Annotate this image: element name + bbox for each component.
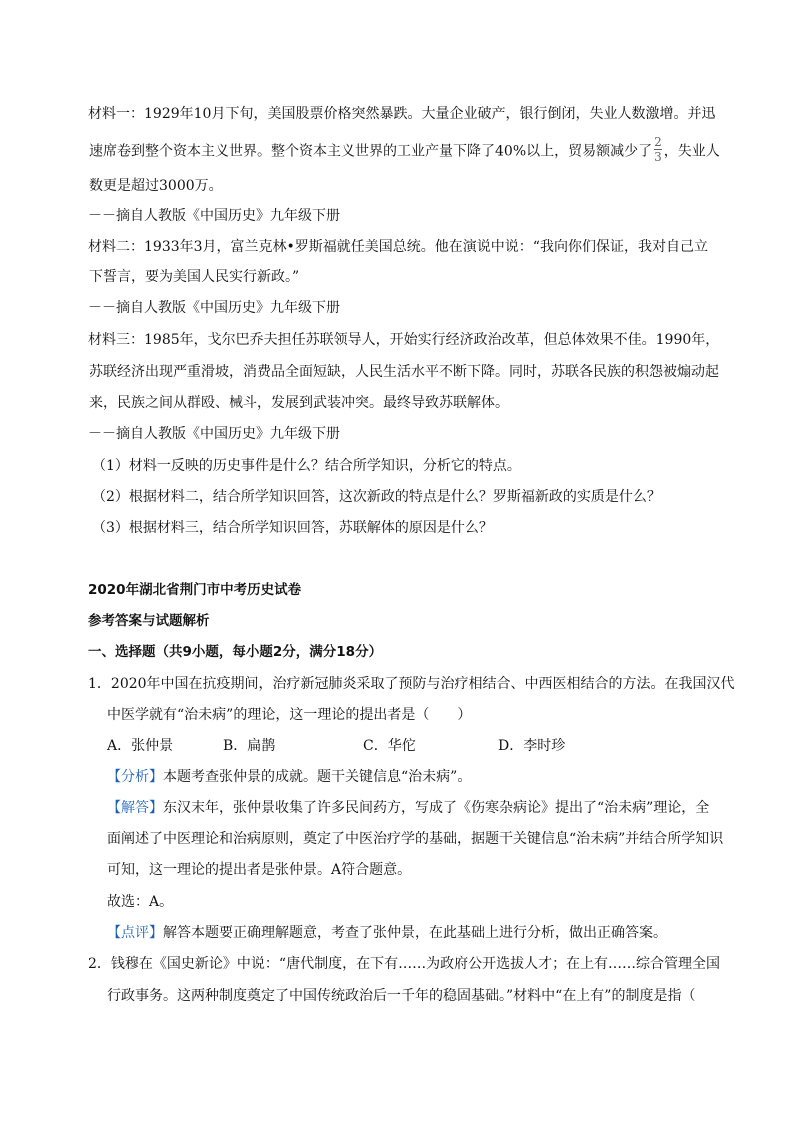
answer-subtitle: 参考答案与试题解析 xyxy=(88,613,210,629)
solution-text-1: 东汉末年，张仲景收集了许多民间药方，写成了《伤寒杂病论》提出了“治未病”理论，全 xyxy=(163,800,710,816)
item-1-choice: 故选：A。 xyxy=(107,894,174,910)
material-3-line-3: 来，民族之间从群殴、械斗，发展到武装冲突。最终导致苏联解体。 xyxy=(89,395,509,411)
item-1-stem-line-1: 1．2020年中国在抗疫期间，治疗新冠肺炎采取了预防与治疗相结合、中西医相结合的方法。在我国汉代 xyxy=(88,676,735,692)
solution-tag: 【解答】 xyxy=(107,800,163,816)
fraction-denominator: 3 xyxy=(654,150,662,164)
section-heading: 一、选择题（共9小题，每小题2分，满分18分） xyxy=(88,644,383,660)
fraction-numerator: 2 xyxy=(654,135,662,149)
comment-tag: 【点评】 xyxy=(107,925,163,941)
item-2-stem-line-2: 行政事务。这两种制度奠定了中国传统政治后一千年的稳固基础。”材料中“在上有”的制度是指（ xyxy=(107,988,696,1004)
answer-title: 2020年湖北省荆门市中考历史试卷 xyxy=(88,582,302,598)
material-1-text-b: ，失业人 xyxy=(663,143,720,160)
analysis-text: 本题考查张仲景的成就。题干关键信息“治未病”。 xyxy=(163,769,472,785)
material-1-line-1: 材料一：1929年10月下旬，美国股票价格突然暴跌。大量企业破产，银行倒闭，失业人数激增。并迅 xyxy=(88,106,716,122)
fraction-two-thirds xyxy=(654,136,662,163)
item-1-solution-line-3: 可知，这一理论的提出者是张仲景。A符合题意。 xyxy=(107,862,412,878)
comment-text: 解答本题要正确理解题意，考查了张仲景，在此基础上进行分析，做出正确答案。 xyxy=(163,925,667,941)
item-1-comment xyxy=(107,923,747,943)
item-1-stem-line-2: 中医学就有“治未病”的理论，这一理论的提出者是（ ） xyxy=(107,707,472,723)
option-c: C．华佗 xyxy=(363,738,416,754)
item-1-solution-line-2: 面阐述了中医理论和治病原则，奠定了中医治疗学的基础，据题干关键信息“治未病”并结合所学知识 xyxy=(107,831,724,847)
analysis-tag: 【分析】 xyxy=(107,769,163,785)
option-d: D．李时珍 xyxy=(498,738,566,754)
question-3: （3）根据材料三，结合所学知识回答，苏联解体的原因是什么？ xyxy=(92,520,493,536)
material-3-source: －－摘自人教版《中国历史》九年级下册 xyxy=(88,426,340,442)
item-1-solution-line-1 xyxy=(107,798,747,818)
item-2-stem-line-1: 2．钱穆在《国史新论》中说：“唐代制度，在下有……为政府公开选拔人才；在上有……综合管理全国 xyxy=(88,956,721,972)
option-a: A．张仲景 xyxy=(107,738,174,754)
option-b: B．扁鹊 xyxy=(223,738,276,754)
material-2-line-1: 材料二：1933年3月，富兰克林•罗斯福就任美国总统。他在演说中说：“我向你们保证，我对自己立 xyxy=(88,239,708,255)
material-3-line-2: 苏联经济出现严重滑坡，消费品全面短缺，人民生活水平不断下降。同时，苏联各民族的积怨被煽动起 xyxy=(89,364,719,380)
material-2-line-2: 下誓言，要为美国人民实行新政。” xyxy=(89,269,300,285)
question-1: （1）材料一反映的历史事件是什么？结合所学知识，分析它的特点。 xyxy=(92,458,521,474)
material-2-source: －－摘自人教版《中国历史》九年级下册 xyxy=(88,300,340,316)
item-1-analysis xyxy=(107,767,747,787)
material-1-line-2 xyxy=(89,135,729,165)
material-1-source: －－摘自人教版《中国历史》九年级下册 xyxy=(88,208,340,224)
material-1-line-3: 数更是超过3000万。 xyxy=(89,178,223,194)
material-1-text-a: 速席卷到整个资本主义世界。整个资本主义世界的工业产量下降了40%以上，贸易额减少了 xyxy=(89,143,653,160)
material-3-line-1: 材料三：1985年，戈尔巴乔夫担任苏联领导人，开始实行经济政治改革，但总体效果不佳。1990年， xyxy=(88,332,720,348)
question-2: （2）根据材料二，结合所学知识回答，这次新政的特点是什么？罗斯福新政的实质是什么？ xyxy=(92,489,661,505)
